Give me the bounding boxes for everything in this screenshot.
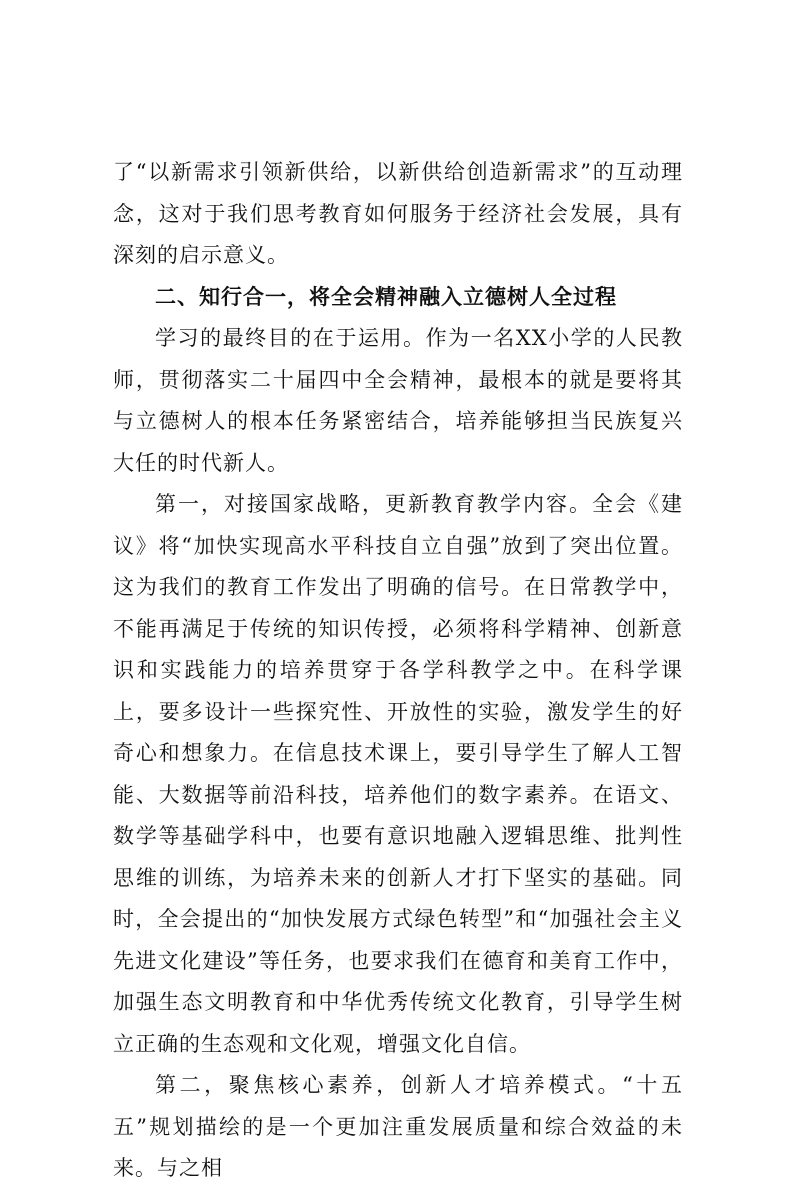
continuation-paragraph: 了“以新需求引领新供给，以新供给创造新需求”的互动理念，这对于我们思考教育如何服务于经济社会发展，具有深刻的启示意义。 bbox=[113, 160, 683, 267]
section-heading: 二、知行合一，将全会精神融入立德树人全过程 bbox=[155, 284, 617, 309]
body-paragraph: 第一，对接国家战略，更新教育教学内容。全会《建议》将“加快实现高水平科技自立自强”放到了突出位置。这为我们的教育工作发出了明确的信号。在日常教学中，不能再满足于传统的知识传授，必须将科学精神、创新意识和实践能力的培养贯穿于各学科教学之中。在科学课上，要多设计一些探究性、开放性的实验，激发学生的好奇心和想象力。在信息技术课上，要引导学生了解人工智能、大数据等前沿科技，培养他们的数字素养。在语文、数学等基础学科中，也要有意识地融入逻辑思维、批判性思维的训练，为培养未来的创新人才打下坚实的基础。同时，全会提出的“加快发展方式绿色转型”和“加强社会主义先进文化建设”等任务，也要求我们在德育和美育工作中，加强生态文明教育和中华优秀传统文化教育，引导学生树立正确的生态观和文化观，增强文化自信。 bbox=[113, 492, 683, 1056]
body-paragraph: 第二，聚焦核心素养，创新人才培养模式。“十五五”规划描绘的是一个更加注重发展质量和综合效益的未来。与之相 bbox=[113, 1073, 683, 1180]
document-body bbox=[113, 152, 683, 1190]
body-paragraph: 学习的最终目的在于运用。作为一名XX小学的人民教师，贯彻落实二十届四中全会精神，最根本的就是要将其与立德树人的根本任务紧密结合，培养能够担当民族复兴大任的时代新人。 bbox=[113, 326, 683, 475]
